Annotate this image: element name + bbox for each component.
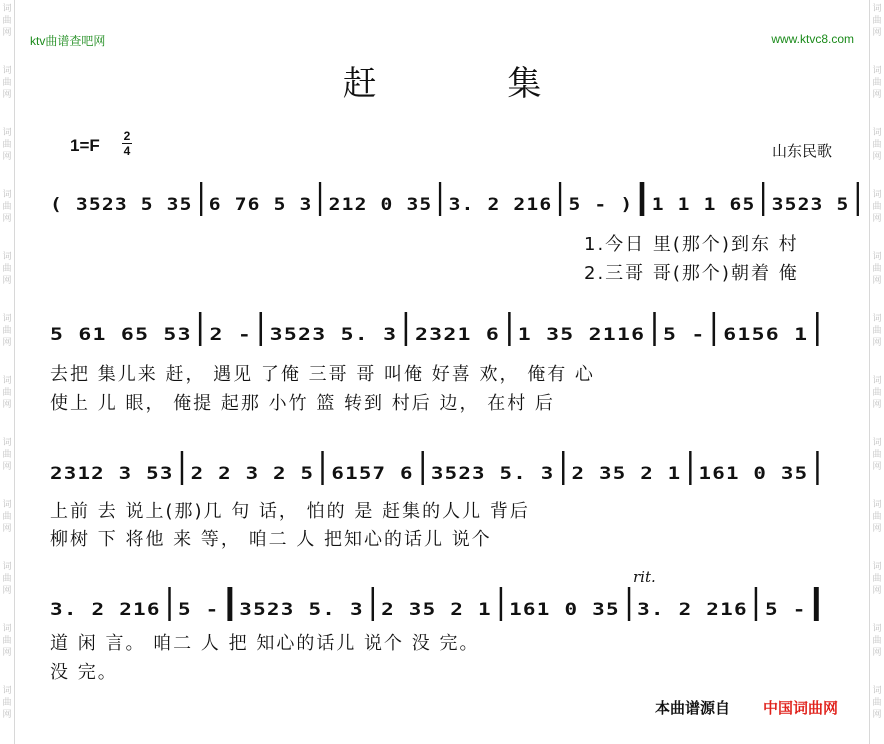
bar-line <box>562 451 564 485</box>
side-watermark-char: 词 <box>2 562 12 572</box>
measure: ( 3523 5 35 <box>50 195 193 215</box>
site-watermark-right: www.ktvc8.com <box>771 32 854 46</box>
side-watermark-char: 词 <box>2 128 12 138</box>
bar-line <box>168 587 170 621</box>
measure: 5 61 65 53 <box>50 325 192 345</box>
side-watermark-char: 曲 <box>872 512 882 522</box>
lyric-line-1-verse-1: 1.今日 里(那个)到东 村 <box>584 234 799 255</box>
side-watermark-char: 词 <box>2 686 12 696</box>
bar-line <box>260 312 263 346</box>
time-signature-top: 2 <box>123 129 131 143</box>
side-watermark-char: 词 <box>872 190 882 200</box>
side-watermark-char: 词 <box>872 314 882 324</box>
side-watermark-char: 曲 <box>872 78 882 88</box>
side-watermark-char: 词 <box>872 66 882 76</box>
measure: 5 - <box>177 600 220 620</box>
measure: 3523 5. 3 <box>269 325 398 345</box>
side-watermark-char: 词 <box>2 66 12 76</box>
side-watermark-char: 词 <box>2 438 12 448</box>
lyric-line-3-verse-2: 柳树 下 将他 来 等， 咱二 人 把知心的话儿 说个 <box>50 529 492 550</box>
side-watermark-char: 曲 <box>2 636 12 646</box>
bar-line <box>200 182 202 216</box>
side-watermark-char: 网 <box>872 400 882 410</box>
left-watermark-strip <box>0 0 15 744</box>
side-watermark-char: 词 <box>872 4 882 14</box>
side-watermark-char: 网 <box>872 710 882 720</box>
bar-line <box>856 182 858 216</box>
bar-line <box>322 451 324 485</box>
side-watermark-char: 网 <box>872 338 882 348</box>
bar-line <box>755 587 757 621</box>
measure: 3. 2 216 <box>637 600 748 620</box>
bar-line <box>439 182 441 216</box>
side-watermark-char: 词 <box>872 252 882 262</box>
side-watermark-char: 词 <box>2 4 12 14</box>
side-watermark-char: 网 <box>872 214 882 224</box>
side-watermark-char: 词 <box>2 314 12 324</box>
side-watermark-char: 曲 <box>872 16 882 26</box>
right-watermark-strip <box>869 0 884 744</box>
side-watermark-char: 网 <box>2 462 12 472</box>
measure: 5 - ) <box>568 195 634 215</box>
bar-line <box>405 312 408 346</box>
side-watermark-char: 词 <box>2 376 12 386</box>
side-watermark-char: 网 <box>2 586 12 596</box>
bar-line <box>319 182 321 216</box>
measure: 5 - <box>663 325 706 345</box>
time-signature <box>122 130 132 157</box>
side-watermark-char: 词 <box>2 190 12 200</box>
side-watermark-char: 曲 <box>872 388 882 398</box>
side-watermark-char: 网 <box>872 586 882 596</box>
side-watermark-char: 词 <box>2 500 12 510</box>
side-watermark-char: 词 <box>872 376 882 386</box>
bar-line <box>227 587 232 621</box>
side-watermark-char: 曲 <box>2 388 12 398</box>
side-watermark-char: 曲 <box>2 16 12 26</box>
side-watermark-char: 曲 <box>872 326 882 336</box>
side-watermark-char: 网 <box>2 338 12 348</box>
bar-line <box>371 587 373 621</box>
side-watermark-char: 网 <box>2 90 12 100</box>
bar-line <box>559 182 561 216</box>
bar-line <box>199 312 202 346</box>
side-watermark-char: 词 <box>872 128 882 138</box>
side-watermark-char: 网 <box>872 152 882 162</box>
bar-line <box>181 451 183 485</box>
measure: 2312 3 53 <box>50 464 174 484</box>
measure: 3. 2 216 <box>448 195 553 215</box>
measure: 212 0 35 <box>328 195 433 215</box>
measure: 2 35 2 1 <box>381 600 492 620</box>
side-watermark-char: 网 <box>2 152 12 162</box>
bar-line <box>762 182 764 216</box>
measure: 2 - <box>209 325 253 345</box>
side-watermark-char: 曲 <box>2 512 12 522</box>
measure: 161 0 35 <box>509 600 620 620</box>
side-watermark-char: 词 <box>872 438 882 448</box>
lyric-line-4-verse-1: 道 闲 言。 咱二 人 把 知心的话儿 说个 没 完。 <box>50 633 480 654</box>
side-watermark-char: 曲 <box>2 326 12 336</box>
bar-line <box>816 312 819 346</box>
side-watermark-char: 曲 <box>2 698 12 708</box>
side-watermark-char: 词 <box>2 624 12 634</box>
measure: 1 1 1 65 <box>651 195 756 215</box>
side-watermark-char: 网 <box>2 28 12 38</box>
side-watermark-char: 曲 <box>2 264 12 274</box>
side-watermark-char: 网 <box>2 214 12 224</box>
measure: 3523 5 <box>771 195 850 215</box>
bar-line <box>713 312 716 346</box>
time-signature-bottom: 4 <box>123 144 131 158</box>
side-watermark-char: 词 <box>872 624 882 634</box>
measure: 6 76 5 3 <box>208 195 313 215</box>
bar-line <box>653 312 656 346</box>
lyric-line-2-verse-1: 去把 集儿来 赶， 遇见 了俺 三哥 哥 叫俺 好喜 欢， 俺有 心 <box>50 364 595 385</box>
site-watermark-left: ktv曲谱查吧网 <box>30 34 106 48</box>
side-watermark-char: 网 <box>2 648 12 658</box>
side-watermark-char: 词 <box>2 252 12 262</box>
measure: 5 - <box>765 600 807 620</box>
measure: 3523 5. 3 <box>239 600 364 620</box>
bar-line <box>421 451 423 485</box>
side-watermark-char: 曲 <box>872 636 882 646</box>
side-watermark-char: 曲 <box>2 140 12 150</box>
side-watermark-char: 曲 <box>2 450 12 460</box>
side-watermark-char: 网 <box>2 400 12 410</box>
side-watermark-char: 曲 <box>2 202 12 212</box>
side-watermark-char: 曲 <box>872 264 882 274</box>
side-watermark-char: 网 <box>872 648 882 658</box>
side-watermark-char: 网 <box>2 524 12 534</box>
measure: 2 35 2 1 <box>571 464 682 484</box>
side-watermark-char: 曲 <box>2 574 12 584</box>
bar-line <box>816 451 818 485</box>
bar-line <box>499 587 501 621</box>
side-watermark-char: 网 <box>2 276 12 286</box>
lyric-line-2-verse-2: 使上 儿 眼， 俺提 起那 小竹 篮 转到 村后 边， 在村 后 <box>50 393 555 414</box>
side-watermark-char: 曲 <box>872 574 882 584</box>
side-watermark-char: 网 <box>872 524 882 534</box>
side-watermark-char: 网 <box>872 28 882 38</box>
side-watermark-char: 网 <box>872 462 882 472</box>
source-site: 中国词曲网 <box>763 699 839 717</box>
bar-line <box>689 451 691 485</box>
measure: 3523 5. 3 <box>430 464 555 484</box>
measure: 2 2 3 2 5 <box>190 464 315 484</box>
side-watermark-char: 词 <box>872 686 882 696</box>
lyric-line-3-verse-1: 上前 去 说上(那)几 句 话， 怕的 是 赶集的人儿 背后 <box>50 501 530 522</box>
song-title: 赶 集 <box>342 64 602 104</box>
side-watermark-char: 网 <box>2 710 12 720</box>
song-origin: 山东民歌 <box>771 142 832 160</box>
lyric-line-1-verse-2: 2.三哥 哥(那个)朝着 俺 <box>584 263 799 284</box>
side-watermark-char: 曲 <box>2 78 12 88</box>
bar-line <box>640 182 645 216</box>
side-watermark-char: 词 <box>872 562 882 572</box>
measure: 3. 2 216 <box>50 600 161 620</box>
side-watermark-char: 曲 <box>872 698 882 708</box>
measure: 6156 1 <box>723 325 809 345</box>
key-signature: 1=F <box>70 136 100 155</box>
tempo-mark-rit: rit. <box>633 568 656 586</box>
bar-line <box>814 587 819 621</box>
side-watermark-char: 曲 <box>872 450 882 460</box>
measure: 2321 6 <box>414 325 501 345</box>
bar-line <box>508 312 511 346</box>
measure: 1 35 2116 <box>517 325 646 345</box>
side-watermark-char: 网 <box>872 276 882 286</box>
lyric-line-4-verse-2: 没 完。 <box>50 662 118 683</box>
side-watermark-char: 曲 <box>872 140 882 150</box>
bar-line <box>627 587 629 621</box>
side-watermark-char: 曲 <box>872 202 882 212</box>
side-watermark-char: 网 <box>872 90 882 100</box>
source-label: 本曲谱源自 <box>655 699 731 717</box>
measure: 161 0 35 <box>698 464 809 484</box>
side-watermark-char: 词 <box>872 500 882 510</box>
measure: 6157 6 <box>331 464 414 484</box>
